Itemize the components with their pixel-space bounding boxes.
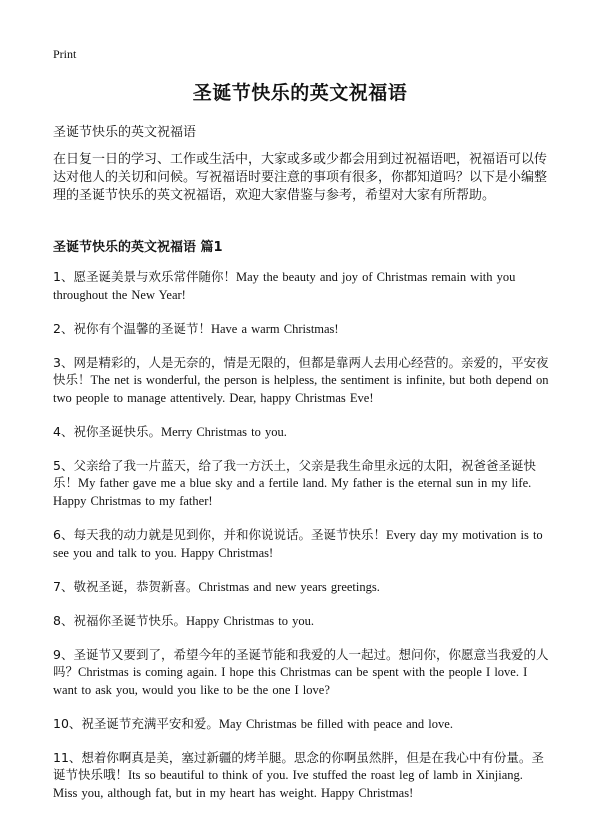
greeting-chinese: 2、祝你有个温馨的圣诞节！ bbox=[53, 321, 211, 336]
greeting-chinese: 3、网是精彩的，人是无奈的，情是无限的，但都是靠两人去用心经营的。亲爱的，平安夜快乐！ bbox=[53, 355, 549, 387]
greeting-english: Merry Christmas to you. bbox=[160, 425, 287, 439]
greeting-item bbox=[53, 526, 549, 562]
greeting-item bbox=[53, 268, 549, 304]
greeting-chinese: 8、祝福你圣诞节快乐。 bbox=[53, 613, 186, 628]
greeting-item bbox=[53, 457, 549, 510]
greeting-chinese: 7、敬祝圣诞，恭贺新喜。 bbox=[53, 579, 199, 594]
greeting-chinese: 6、每天我的动力就是见到你，并和你说说话。圣诞节快乐！ bbox=[53, 527, 386, 542]
greeting-item bbox=[53, 646, 549, 699]
greeting-chinese: 9、圣诞节又要到了，希望今年的圣诞节能和我爱的人一起过。想问你，你愿意当我爱的人吗？ bbox=[53, 647, 549, 679]
greeting-english: Christmas and new years greetings. bbox=[198, 580, 380, 594]
page-subtitle: 圣诞节快乐的英文祝福语 bbox=[53, 125, 197, 140]
greeting-item bbox=[53, 354, 549, 407]
greeting-chinese: 1、愿圣诞美景与欢乐常伴随你！ bbox=[53, 269, 236, 284]
greeting-chinese: 4、祝你圣诞快乐。 bbox=[53, 424, 161, 439]
greeting-item bbox=[53, 423, 549, 441]
greeting-item bbox=[53, 749, 549, 802]
section-heading: 圣诞节快乐的英文祝福语 篇1 bbox=[53, 240, 223, 255]
intro-paragraph: 在日复一日的学习、工作或生活中，大家或多或少都会用到过祝福语吧，祝福语可以传达对他人的关切和问候。写祝福语时要注意的事项有很多，你都知道吗？以下是小编整理的圣诞节快乐的英文祝福语，欢迎大家借鉴与参考，希望对大家有所帮助。 bbox=[53, 152, 548, 203]
greeting-item bbox=[53, 320, 549, 338]
greeting-english: Its so beautiful to think of you. Ive stuffed the roast leg of lamb in Xinjiang. Miss you, although fat, but in my heart has weight. Happy Christmas! bbox=[53, 768, 523, 800]
print-link[interactable]: Print bbox=[53, 47, 77, 61]
greeting-chinese: 11、想着你啊真是美，塞过新疆的烤羊腿。思念的你啊虽然胖，但是在我心中有份量。圣诞节快乐哦！ bbox=[53, 750, 544, 782]
greeting-english: My father gave me a blue sky and a fertile land. My father is the eternal sun in my life. Happy Christmas to my father! bbox=[53, 476, 532, 508]
greeting-english: Happy Christmas to you. bbox=[185, 614, 314, 628]
greeting-chinese: 5、父亲给了我一片蓝天，给了我一方沃土，父亲是我生命里永远的太阳，祝爸爸圣诞快乐！ bbox=[53, 458, 536, 490]
page-title: 圣诞节快乐的英文祝福语 bbox=[192, 82, 408, 104]
greeting-item bbox=[53, 715, 549, 733]
greeting-english: Every day my motivation is to see you and talk to you. Happy Christmas! bbox=[53, 528, 543, 560]
greeting-english: May the beauty and joy of Christmas remain with you throughout the New Year! bbox=[53, 270, 516, 302]
greetings-list bbox=[53, 268, 549, 818]
greeting-english: The net is wonderful, the person is helpless, the sentiment is infinite, but both depend on two people to manage attentively. Dear, happy Christmas Eve! bbox=[53, 373, 549, 405]
greeting-english: Christmas is coming again. I hope this Christmas can be spent with the people I love. I want to ask you, would you like to be the one I love? bbox=[53, 665, 528, 697]
greeting-item bbox=[53, 612, 549, 630]
greeting-english: May Christmas be filled with peace and love. bbox=[218, 717, 453, 731]
greeting-chinese: 10、祝圣诞节充满平安和爱。 bbox=[53, 716, 219, 731]
greeting-item bbox=[53, 578, 549, 596]
greeting-english: Have a warm Christmas! bbox=[210, 322, 339, 336]
